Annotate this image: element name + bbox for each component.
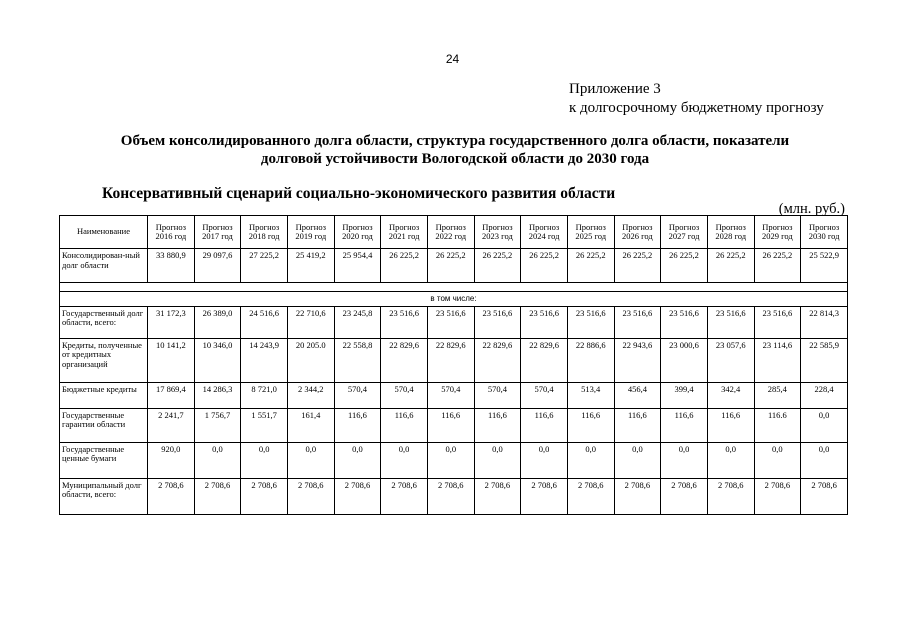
table-cell: 25 419,2 <box>287 249 334 283</box>
table-cell: 0,0 <box>661 442 708 478</box>
section-label: в том числе: <box>60 292 848 307</box>
table-cell: 2 708,6 <box>194 478 241 514</box>
table-cell: 570,4 <box>474 382 521 408</box>
page-number: 24 <box>445 52 460 66</box>
header-year: Прогноз 2030 год <box>801 216 848 249</box>
header-year: Прогноз 2022 год <box>427 216 474 249</box>
table-cell: 0,0 <box>427 442 474 478</box>
table-cell: 26 225,2 <box>521 249 568 283</box>
table-cell: 24 516,6 <box>241 306 288 338</box>
table-row <box>60 338 848 382</box>
table-cell: 1 551,7 <box>241 408 288 442</box>
header-year: Прогноз 2020 год <box>334 216 381 249</box>
table-cell: 285,4 <box>754 382 801 408</box>
table-cell: 14 243,9 <box>241 338 288 382</box>
header-year: Прогноз 2023 год <box>474 216 521 249</box>
table-cell: 0,0 <box>287 442 334 478</box>
table-cell: 23 516,6 <box>521 306 568 338</box>
table-cell: 116,6 <box>661 408 708 442</box>
table-cell: 342,4 <box>707 382 754 408</box>
table-cell: 31 172,3 <box>148 306 195 338</box>
table-cell: 0,0 <box>801 442 848 478</box>
table-cell: 23 516,6 <box>567 306 614 338</box>
table-cell: 26 225,2 <box>567 249 614 283</box>
table-cell: 116,6 <box>427 408 474 442</box>
table-cell: 513,4 <box>567 382 614 408</box>
table-body <box>60 249 848 515</box>
table-cell: 1 756,7 <box>194 408 241 442</box>
table-cell: 0,0 <box>754 442 801 478</box>
table-cell: 26 225,2 <box>474 249 521 283</box>
header-year: Прогноз 2016 год <box>148 216 195 249</box>
table-cell: 26 225,2 <box>381 249 428 283</box>
table-cell: 22 585,9 <box>801 338 848 382</box>
table-cell: 0,0 <box>474 442 521 478</box>
row-name: Кредиты, полученные от кредитных организаций <box>60 338 148 382</box>
table-cell: 22 886,6 <box>567 338 614 382</box>
table-cell: 10 141,2 <box>148 338 195 382</box>
table-cell: 23 516,6 <box>381 306 428 338</box>
table-cell: 2 708,6 <box>148 478 195 514</box>
spacer-cell <box>60 283 848 292</box>
table-cell: 26 225,2 <box>754 249 801 283</box>
table-cell: 2 708,6 <box>614 478 661 514</box>
row-name: Государственный долг области, всего: <box>60 306 148 338</box>
table-cell: 116,6 <box>614 408 661 442</box>
table-cell: 116.6 <box>754 408 801 442</box>
table-cell: 17 869,4 <box>148 382 195 408</box>
header-year: Прогноз 2021 год <box>381 216 428 249</box>
table-cell: 2 708,6 <box>474 478 521 514</box>
table-cell: 2 708,6 <box>334 478 381 514</box>
table-cell: 2 708,6 <box>381 478 428 514</box>
table-cell: 0,0 <box>614 442 661 478</box>
table-cell: 22 829,6 <box>521 338 568 382</box>
table-cell: 2 708,6 <box>427 478 474 514</box>
table-cell: 26 389,0 <box>194 306 241 338</box>
header-year: Прогноз 2024 год <box>521 216 568 249</box>
row-name: Муниципальный долг области, всего: <box>60 478 148 514</box>
row-name: Бюджетные кредиты <box>60 382 148 408</box>
header-year: Прогноз 2029 год <box>754 216 801 249</box>
table-cell: 2 708,6 <box>241 478 288 514</box>
header-year: Прогноз 2017 год <box>194 216 241 249</box>
header-year: Прогноз 2019 год <box>287 216 334 249</box>
scenario-subtitle: Консервативный сценарий социально-экономического развития области <box>102 185 616 202</box>
table-cell: 2 708,6 <box>661 478 708 514</box>
section-row <box>60 292 848 307</box>
header-name: Наименование <box>60 216 148 249</box>
table-cell: 2 708,6 <box>567 478 614 514</box>
table-cell: 22 829,6 <box>474 338 521 382</box>
table-cell: 0,0 <box>241 442 288 478</box>
table-cell: 8 721,0 <box>241 382 288 408</box>
appendix-line-2: к долгосрочному бюджетному прогнозу <box>569 100 824 116</box>
table-cell: 399,4 <box>661 382 708 408</box>
header-year: Прогноз 2027 год <box>661 216 708 249</box>
table-cell: 570,4 <box>521 382 568 408</box>
table-cell: 570,4 <box>427 382 474 408</box>
title-line-1: Объем консолидированного долга области, структура государственного долга области, показатели <box>120 133 790 149</box>
table-cell: 29 097,6 <box>194 249 241 283</box>
table-cell: 22 710,6 <box>287 306 334 338</box>
table-cell: 27 225,2 <box>241 249 288 283</box>
table-cell: 0,0 <box>567 442 614 478</box>
table-cell: 2 708,6 <box>801 478 848 514</box>
table-cell: 0,0 <box>801 408 848 442</box>
table-row <box>60 382 848 408</box>
table-cell: 228,4 <box>801 382 848 408</box>
table-cell: 33 880,9 <box>148 249 195 283</box>
table-cell: 25 522,9 <box>801 249 848 283</box>
table-cell: 23 114,6 <box>754 338 801 382</box>
units-label: (млн. руб.) <box>778 201 845 217</box>
table-row <box>60 306 848 338</box>
table-cell: 25 954,4 <box>334 249 381 283</box>
table-cell: 570,4 <box>334 382 381 408</box>
table-cell: 2 708,6 <box>754 478 801 514</box>
table-cell: 116,6 <box>334 408 381 442</box>
document-title <box>60 132 850 168</box>
table-cell: 22 558,8 <box>334 338 381 382</box>
row-name: Государственные гарантии области <box>60 408 148 442</box>
header-row <box>60 216 848 249</box>
table-cell: 26 225,2 <box>707 249 754 283</box>
table-cell: 0,0 <box>381 442 428 478</box>
table-cell: 10 346,0 <box>194 338 241 382</box>
table-cell: 2 708,6 <box>287 478 334 514</box>
table-row <box>60 408 848 442</box>
table-cell: 116,6 <box>707 408 754 442</box>
table-cell: 23 000,6 <box>661 338 708 382</box>
table-cell: 14 286,3 <box>194 382 241 408</box>
table-cell: 22 943,6 <box>614 338 661 382</box>
table-cell: 2 708,6 <box>707 478 754 514</box>
table-cell: 23 245,8 <box>334 306 381 338</box>
table-cell: 26 225,2 <box>661 249 708 283</box>
table-cell: 116,6 <box>521 408 568 442</box>
table-cell: 0,0 <box>521 442 568 478</box>
table-cell: 23 516,6 <box>614 306 661 338</box>
table-cell: 570,4 <box>381 382 428 408</box>
debt-table <box>59 215 848 515</box>
table-cell: 0,0 <box>707 442 754 478</box>
table-cell: 26 225,2 <box>427 249 474 283</box>
table-cell: 20 205.0 <box>287 338 334 382</box>
table-cell: 0,0 <box>334 442 381 478</box>
table-cell: 23 057,6 <box>707 338 754 382</box>
table-cell: 0,0 <box>194 442 241 478</box>
table-cell: 26 225,2 <box>614 249 661 283</box>
table-row <box>60 478 848 514</box>
title-line-2: долговой устойчивости Вологодской области до 2030 года <box>260 151 650 167</box>
header-year: Прогноз 2028 год <box>707 216 754 249</box>
table-cell: 22 814,3 <box>801 306 848 338</box>
table-cell: 23 516,6 <box>707 306 754 338</box>
header-year: Прогноз 2018 год <box>241 216 288 249</box>
table-cell: 23 516,6 <box>474 306 521 338</box>
table-cell: 23 516,6 <box>661 306 708 338</box>
table-cell: 2 344,2 <box>287 382 334 408</box>
table-row <box>60 249 848 283</box>
row-name: Государственные ценные бумаги <box>60 442 148 478</box>
table-cell: 116,6 <box>567 408 614 442</box>
appendix-note <box>569 80 824 118</box>
table-cell: 116,6 <box>474 408 521 442</box>
header-year: Прогноз 2025 год <box>567 216 614 249</box>
table-cell: 2 708,6 <box>521 478 568 514</box>
table-cell: 161,4 <box>287 408 334 442</box>
table-cell: 456,4 <box>614 382 661 408</box>
appendix-line-1: Приложение 3 <box>569 81 661 97</box>
table-cell: 23 516,6 <box>427 306 474 338</box>
table-cell: 22 829,6 <box>381 338 428 382</box>
table-row <box>60 442 848 478</box>
spacer-row <box>60 283 848 292</box>
table-cell: 22 829,6 <box>427 338 474 382</box>
table-cell: 23 516,6 <box>754 306 801 338</box>
table-cell: 920,0 <box>148 442 195 478</box>
table-cell: 2 241,7 <box>148 408 195 442</box>
header-year: Прогноз 2026 год <box>614 216 661 249</box>
table-cell: 116,6 <box>381 408 428 442</box>
row-name: Консолидирован-ный долг области <box>60 249 148 283</box>
